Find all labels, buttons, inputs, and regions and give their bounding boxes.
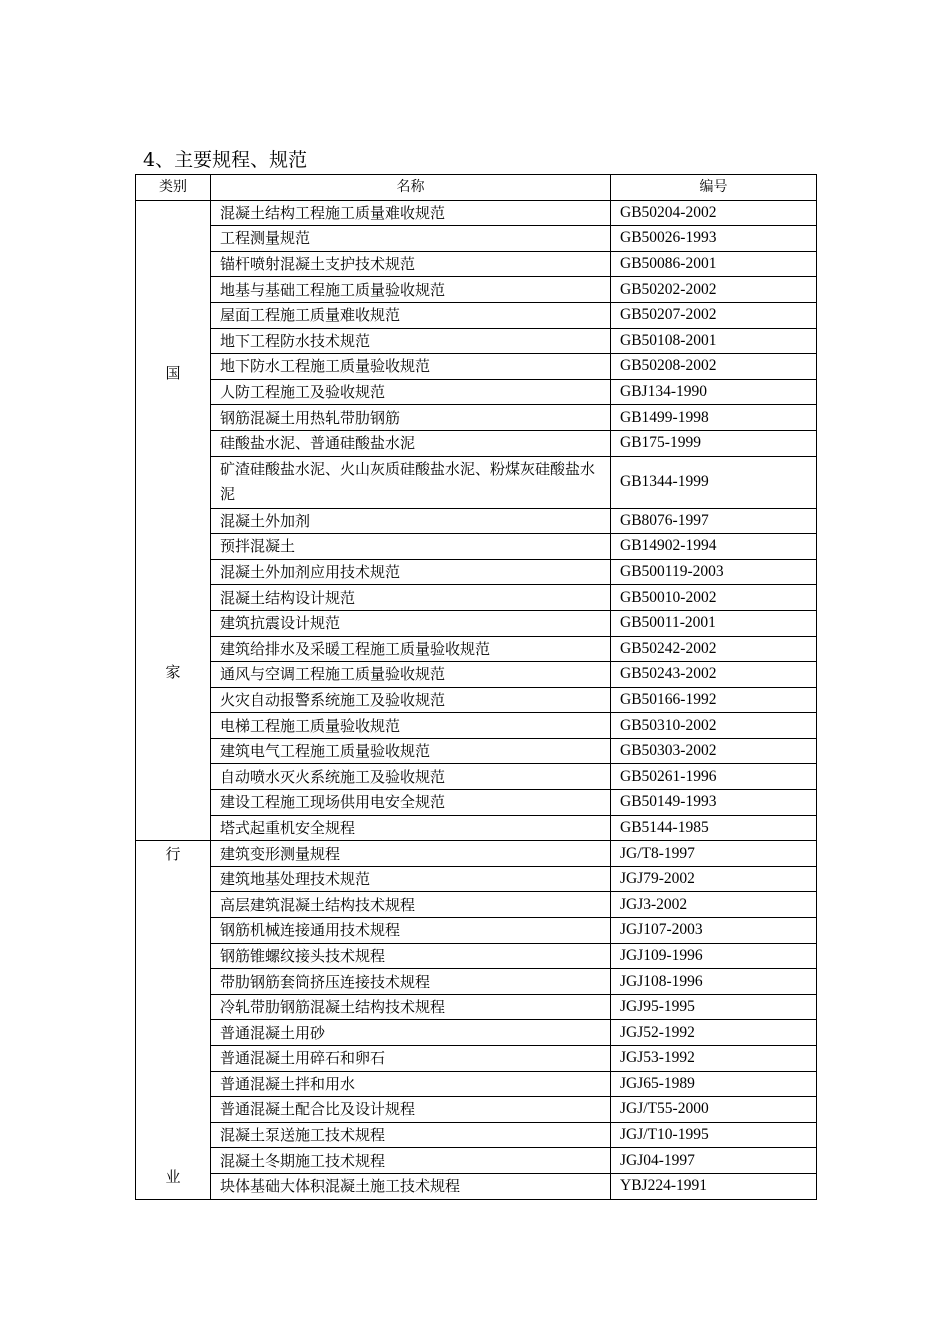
- table-row: [136, 456, 817, 508]
- standard-name: 普通混凝土拌和用水: [211, 1071, 611, 1097]
- standard-code: JGJ/T55-2000: [611, 1097, 817, 1123]
- standard-code: GB50204-2002: [611, 200, 817, 226]
- table-row: [136, 943, 817, 969]
- table-row: [136, 866, 817, 892]
- standard-name: 钢筋混凝土用热轧带肋钢筋: [211, 405, 611, 431]
- standard-name: 硅酸盐水泥、普通硅酸盐水泥: [211, 430, 611, 456]
- standard-name: 普通混凝土配合比及设计规程: [211, 1097, 611, 1123]
- standard-code: JG/T8-1997: [611, 841, 817, 867]
- standard-name: 建筑变形测量规程: [211, 841, 611, 867]
- table-row: [136, 815, 817, 841]
- category-char: 行: [165, 845, 181, 864]
- standard-code: GB50202-2002: [611, 277, 817, 303]
- standard-code: GB1344-1999: [611, 456, 817, 508]
- standard-name: 混凝土冬期施工技术规程: [211, 1148, 611, 1174]
- standard-name: 人防工程施工及验收规范: [211, 379, 611, 405]
- table-row: [136, 610, 817, 636]
- standard-name: 钢筋锥螺纹接头技术规程: [211, 943, 611, 969]
- table-row: [136, 1071, 817, 1097]
- standard-code: GB50026-1993: [611, 226, 817, 252]
- standard-name: 屋面工程施工质量难收规范: [211, 302, 611, 328]
- standard-code: GB50207-2002: [611, 302, 817, 328]
- standard-code: GB50108-2001: [611, 328, 817, 354]
- standard-code: GB50242-2002: [611, 636, 817, 662]
- table-row: [136, 328, 817, 354]
- standard-name: 混凝土泵送施工技术规程: [211, 1122, 611, 1148]
- standard-code: JGJ79-2002: [611, 866, 817, 892]
- table-header-row: [136, 175, 817, 201]
- category-char: 国: [165, 363, 181, 382]
- standard-code: JGJ04-1997: [611, 1148, 817, 1174]
- table-row: [136, 918, 817, 944]
- header-code: 编号: [611, 175, 817, 201]
- standard-code: JGJ109-1996: [611, 943, 817, 969]
- standard-name: 普通混凝土用砂: [211, 1020, 611, 1046]
- standard-code: GB50243-2002: [611, 662, 817, 688]
- table-row: [136, 738, 817, 764]
- standard-name: 高层建筑混凝土结构技术规程: [211, 892, 611, 918]
- standard-code: GB50011-2001: [611, 610, 817, 636]
- category-cell-national: [136, 200, 211, 841]
- standard-code: JGJ65-1989: [611, 1071, 817, 1097]
- table-row: [136, 662, 817, 688]
- standard-code: GB50010-2002: [611, 585, 817, 611]
- standard-name: 混凝土结构设计规范: [211, 585, 611, 611]
- standard-code: GB50086-2001: [611, 251, 817, 277]
- table-row: [136, 994, 817, 1020]
- standard-code: JGJ53-1992: [611, 1046, 817, 1072]
- standard-name: 混凝土外加剂应用技术规范: [211, 559, 611, 585]
- standard-code: GBJ134-1990: [611, 379, 817, 405]
- table-row: [136, 379, 817, 405]
- table-row: [136, 713, 817, 739]
- standard-name: 建筑给排水及采暖工程施工质量验收规范: [211, 636, 611, 662]
- table-row: [136, 559, 817, 585]
- standard-code: GB175-1999: [611, 430, 817, 456]
- table-row: [136, 354, 817, 380]
- header-name: 名称: [211, 175, 611, 201]
- table-row: [136, 892, 817, 918]
- table-row: [136, 969, 817, 995]
- table-row: [136, 636, 817, 662]
- table-row: [136, 302, 817, 328]
- standard-code: GB50208-2002: [611, 354, 817, 380]
- standard-name: 混凝土结构工程施工质量难收规范: [211, 200, 611, 226]
- standard-name: 预拌混凝土: [211, 534, 611, 560]
- standard-code: JGJ52-1992: [611, 1020, 817, 1046]
- standard-name: 建筑电气工程施工质量验收规范: [211, 738, 611, 764]
- standard-code: GB50166-1992: [611, 687, 817, 713]
- standards-table: [135, 174, 817, 1200]
- standard-name: 块体基础大体积混凝土施工技术规程: [211, 1173, 611, 1199]
- table-row: [136, 534, 817, 560]
- standard-name: 矿渣硅酸盐水泥、火山灰质硅酸盐水泥、粉煤灰硅酸盐水泥: [211, 456, 611, 508]
- standard-code: GB5144-1985: [611, 815, 817, 841]
- standard-name: 带肋钢筋套筒挤压连接技术规程: [211, 969, 611, 995]
- standard-name: 建筑抗震设计规范: [211, 610, 611, 636]
- table-row: [136, 430, 817, 456]
- standard-code: GB50149-1993: [611, 790, 817, 816]
- table-row: [136, 841, 817, 867]
- standard-name: 冷轧带肋钢筋混凝土结构技术规程: [211, 994, 611, 1020]
- table-row: [136, 790, 817, 816]
- standard-code: GB500119-2003: [611, 559, 817, 585]
- table-row: [136, 1148, 817, 1174]
- standard-name: 地下防水工程施工质量验收规范: [211, 354, 611, 380]
- standard-code: GB50261-1996: [611, 764, 817, 790]
- standard-code: GB50303-2002: [611, 738, 817, 764]
- standard-name: 地基与基础工程施工质量验收规范: [211, 277, 611, 303]
- standard-name: 电梯工程施工质量验收规范: [211, 713, 611, 739]
- standard-name: 锚杆喷射混凝土支护技术规范: [211, 251, 611, 277]
- table-row: [136, 251, 817, 277]
- standard-code: YBJ224-1991: [611, 1173, 817, 1199]
- table-row: [136, 508, 817, 534]
- standard-code: GB50310-2002: [611, 713, 817, 739]
- table-row: [136, 1097, 817, 1123]
- standard-code: GB8076-1997: [611, 508, 817, 534]
- table-row: [136, 1020, 817, 1046]
- category-cell-industry: [136, 841, 211, 1199]
- table-row: [136, 200, 817, 226]
- table-row: [136, 277, 817, 303]
- standard-name: 建筑地基处理技术规范: [211, 866, 611, 892]
- standard-code: JGJ108-1996: [611, 969, 817, 995]
- standard-name: 自动喷水灭火系统施工及验收规范: [211, 764, 611, 790]
- standard-name: 钢筋机械连接通用技术规程: [211, 918, 611, 944]
- standard-code: JGJ107-2003: [611, 918, 817, 944]
- table-row: [136, 1046, 817, 1072]
- category-char: 家: [165, 662, 181, 681]
- category-char: 业: [165, 1168, 181, 1187]
- table-row: [136, 226, 817, 252]
- standard-name: 普通混凝土用碎石和卵石: [211, 1046, 611, 1072]
- standard-code: JGJ95-1995: [611, 994, 817, 1020]
- table-row: [136, 405, 817, 431]
- standard-name: 火灾自动报警系统施工及验收规范: [211, 687, 611, 713]
- standard-name: 建设工程施工现场供用电安全规范: [211, 790, 611, 816]
- standard-name: 通风与空调工程施工质量验收规范: [211, 662, 611, 688]
- table-row: [136, 585, 817, 611]
- table-row: [136, 1122, 817, 1148]
- standard-name: 工程测量规范: [211, 226, 611, 252]
- standard-code: JGJ/T10-1995: [611, 1122, 817, 1148]
- standard-code: GB14902-1994: [611, 534, 817, 560]
- table-row: [136, 687, 817, 713]
- header-category: 类别: [136, 175, 211, 201]
- standard-name: 地下工程防水技术规范: [211, 328, 611, 354]
- table-row: [136, 764, 817, 790]
- table-row: [136, 1173, 817, 1199]
- standard-name: 塔式起重机安全规程: [211, 815, 611, 841]
- standard-code: JGJ3-2002: [611, 892, 817, 918]
- standard-name: 混凝土外加剂: [211, 508, 611, 534]
- section-title: 4、主要规程、规范: [143, 149, 308, 171]
- standard-code: GB1499-1998: [611, 405, 817, 431]
